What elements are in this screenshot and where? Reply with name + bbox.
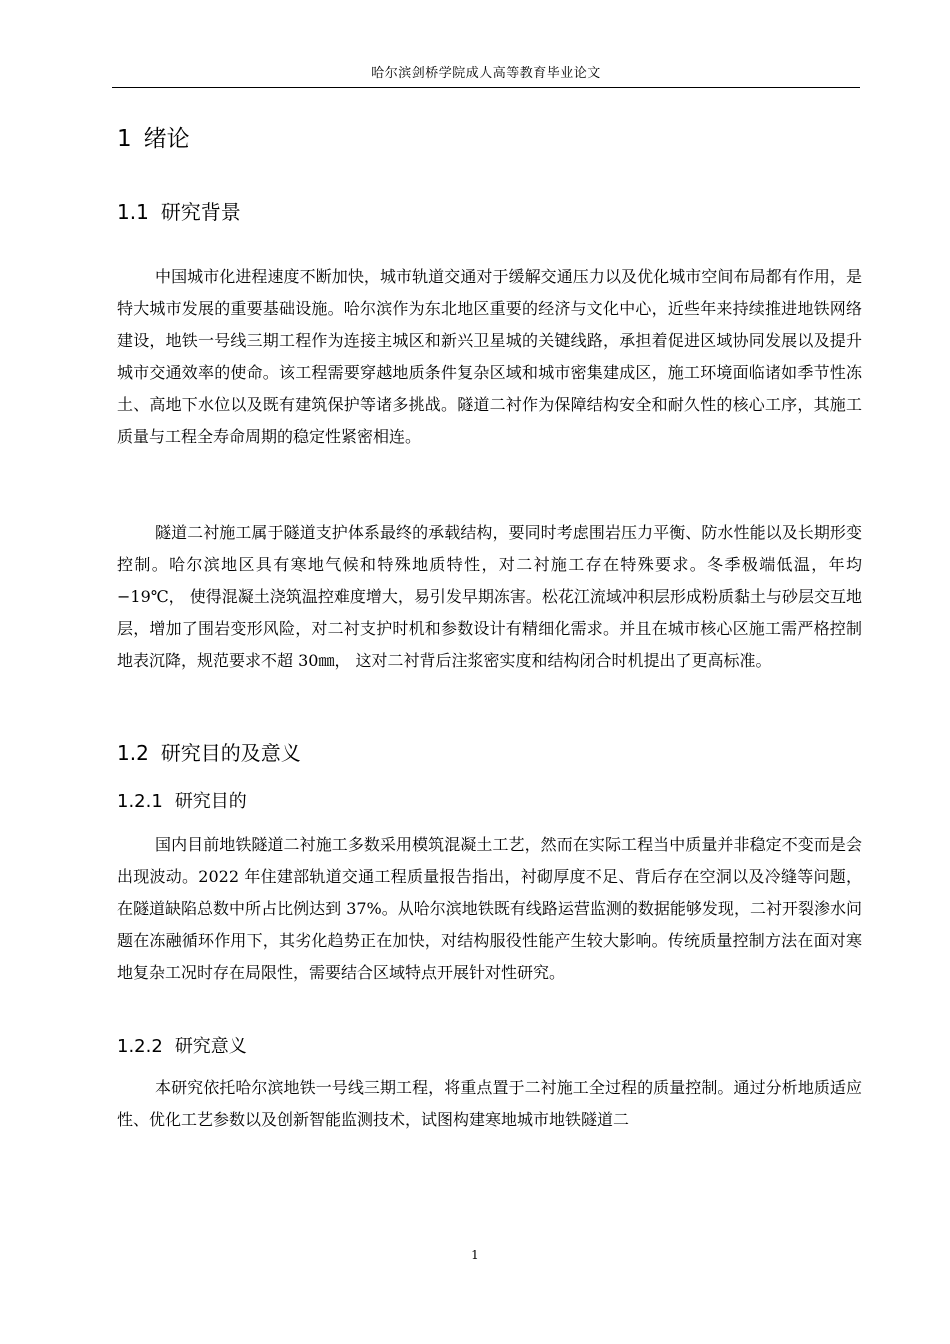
section-1-1-title: 研究背景 xyxy=(160,200,241,224)
section-1-2-2-title: 研究意义 xyxy=(174,1036,247,1057)
section-1-2-number: 1.2 xyxy=(117,741,149,765)
chapter-number: 1 xyxy=(117,126,132,152)
page-number: 1 xyxy=(471,1248,479,1262)
section-1-2-1-paragraph: 国内目前地铁隧道二衬施工多数采用模筑混凝土工艺，然而在实际工程当中质量并非稳定不变而是会出现波动。2022 年住建部轨道交通工程质量报告指出，衬砌厚度不足、背后存在空洞以及冷缝等问题，在隧道缺陷总数中所占比例达到 37%。从哈尔滨地铁既有线路运营监测的数据能够发现，二衬开裂渗水问题在冻融循环作用下，其劣化趋势正在加快，对结构服役性能产生较大影响。传统质量控制方法在面对寒地复杂工况时存在局限性，需要结合区域特点开展针对性研究。 xyxy=(117,835,862,982)
section-1-2-1-heading xyxy=(117,788,247,816)
section-1-2-2-heading xyxy=(117,1033,247,1061)
section-1-2-2-number: 1.2.2 xyxy=(117,1036,163,1057)
section-1-1-paragraph-1: 中国城市化进程速度不断加快，城市轨道交通对于缓解交通压力以及优化城市空间布局都有作用，是特大城市发展的重要基础设施。哈尔滨作为东北地区重要的经济与文化中心，近些年来持续推进地铁网络建设，地铁一号线三期工程作为连接主城区和新兴卫星城的关键线路，承担着促进区域协同发展以及提升城市交通效率的使命。该工程需要穿越地质条件复杂区域和城市密集建成区，施工环境面临诸如季节性冻土、高地下水位以及既有建筑保护等诸多挑战。隧道二衬作为保障结构安全和耐久性的核心工序，其施工质量与工程全寿命周期的稳定性紧密相连。 xyxy=(117,267,862,446)
header-rule xyxy=(112,87,860,88)
chapter-heading xyxy=(117,123,190,155)
section-1-2-1-number: 1.2.1 xyxy=(117,791,163,812)
section-1-2-title: 研究目的及意义 xyxy=(160,741,301,765)
section-1-2-2-paragraph: 本研究依托哈尔滨地铁一号线三期工程，将重点置于二衬施工全过程的质量控制。通过分析地质适应性、优化工艺参数以及创新智能监测技术，试图构建寒地城市地铁隧道二 xyxy=(117,1078,862,1129)
page-header: 哈尔滨剑桥学院成人高等教育毕业论文 xyxy=(371,66,601,81)
section-1-1-number: 1.1 xyxy=(117,200,149,224)
section-1-2-heading xyxy=(117,738,301,768)
section-1-1-heading xyxy=(117,197,241,227)
chapter-title: 绪论 xyxy=(143,126,190,152)
section-1-1-paragraph-2: 隧道二衬施工属于隧道支护体系最终的承载结构，要同时考虑围岩压力平衡、防水性能以及长期形变控制。哈尔滨地区具有寒地气候和特殊地质特性，对二衬施工存在特殊要求。冬季极端低温，年均 −19℃， 使得混凝土浇筑温控难度增大，易引发早期冻害。松花江流域冲积层形成粉质黏土与砂层交互地层，增加了围岩变形风险，对二衬支护时机和参数设计有精细化需求。并且在城市核心区施工需严格控制地表沉降，规范要求不超 30㎜， 这对二衬背后注浆密实度和结构闭合时机提出了更高标准。 xyxy=(117,523,862,670)
section-1-2-1-title: 研究目的 xyxy=(174,791,247,812)
